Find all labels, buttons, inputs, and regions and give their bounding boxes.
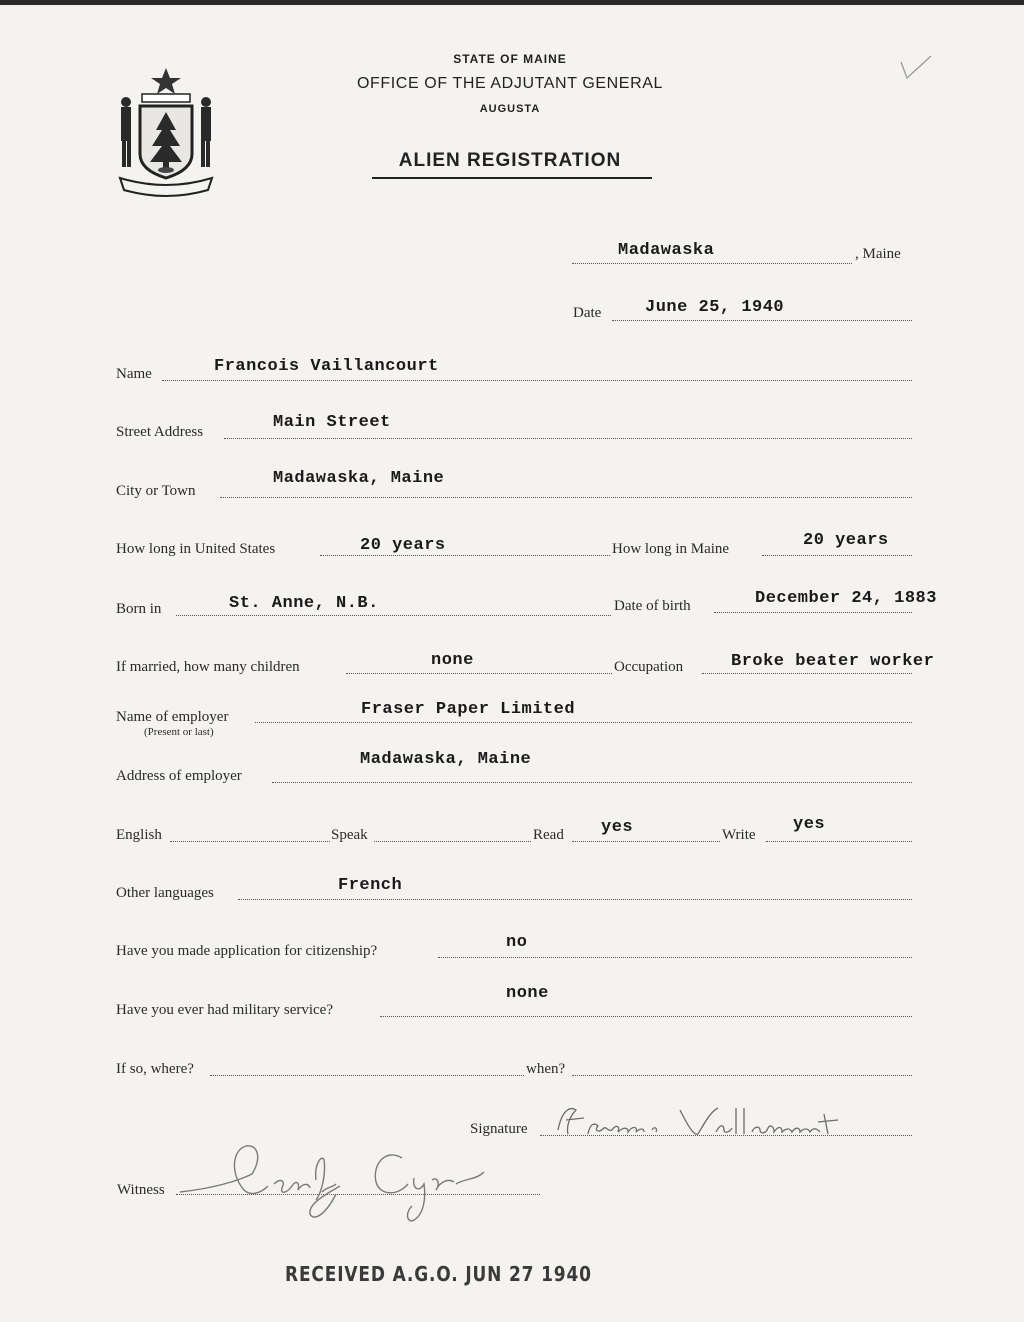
place-line — [572, 263, 852, 264]
city-label: City or Town — [116, 483, 196, 499]
military-label: Have you ever had military service? — [116, 1002, 333, 1018]
witness-signature-handwriting — [176, 1134, 496, 1226]
speak-line — [374, 841, 531, 842]
how-long-maine-line — [762, 555, 912, 556]
other-languages-line — [238, 899, 912, 900]
dob-line — [714, 612, 912, 613]
signature-handwriting — [548, 1100, 858, 1144]
where-label: If so, where? — [116, 1061, 194, 1077]
children-line — [346, 673, 612, 674]
employer-sublabel: (Present or last) — [144, 726, 214, 738]
where-line — [210, 1075, 524, 1076]
read-line — [572, 841, 720, 842]
name-label: Name — [116, 366, 152, 382]
street-label: Street Address — [116, 424, 204, 440]
check-mark-icon — [895, 52, 935, 82]
witness-label: Witness — [117, 1182, 165, 1198]
other-languages-value: French — [338, 876, 403, 895]
place-value: Madawaska — [618, 241, 715, 260]
occupation-value: Broke beater worker — [731, 652, 935, 671]
employer-address-line — [272, 782, 912, 783]
children-value: none — [431, 651, 474, 670]
english-line — [170, 841, 330, 842]
children-label: If married, how many children — [116, 659, 300, 675]
citizenship-label: Have you made application for citizenship? — [116, 943, 378, 959]
received-stamp: RECEIVED A.G.O. JUN 27 1940 — [285, 1262, 592, 1286]
born-in-label: Born in — [116, 601, 162, 617]
write-value: yes — [793, 815, 826, 834]
dob-label: Date of birth — [614, 598, 691, 614]
speak-label: Speak — [331, 827, 368, 843]
city-value: Madawaska, Maine — [273, 469, 445, 488]
street-line — [224, 438, 912, 439]
name-value: Francois Vaillancourt — [214, 357, 439, 376]
citizenship-line — [438, 957, 912, 958]
read-value: yes — [601, 818, 634, 837]
how-long-maine-value: 20 years — [803, 531, 889, 550]
when-line — [572, 1075, 912, 1076]
employer-value: Fraser Paper Limited — [361, 700, 576, 719]
read-label: Read — [533, 827, 564, 843]
citizenship-value: no — [506, 933, 528, 952]
employer-line — [255, 722, 912, 723]
write-line — [766, 841, 912, 842]
employer-address-value: Madawaska, Maine — [360, 750, 532, 769]
header-state: STATE OF MAINE — [453, 52, 567, 66]
when-label: when? — [526, 1061, 566, 1077]
english-label: English — [116, 827, 162, 843]
place-suffix: , Maine — [855, 246, 901, 262]
maine-state-seal-icon — [112, 66, 220, 198]
date-label: Date — [573, 305, 602, 321]
date-line — [612, 320, 912, 321]
write-label: Write — [722, 827, 756, 843]
title-underline — [372, 177, 652, 179]
how-long-us-line — [320, 555, 610, 556]
name-line — [162, 380, 912, 381]
born-in-value: St. Anne, N.B. — [229, 594, 379, 613]
form-title: ALIEN REGISTRATION — [398, 150, 622, 171]
how-long-us-value: 20 years — [360, 536, 446, 555]
signature-label: Signature — [470, 1121, 528, 1137]
born-in-line — [176, 615, 611, 616]
employer-address-label: Address of employer — [116, 768, 242, 784]
military-value: none — [506, 984, 549, 1003]
header-city: AUGUSTA — [479, 103, 541, 115]
employer-label: Name of employer — [116, 709, 229, 725]
scan-edge — [0, 0, 1024, 5]
city-line — [220, 497, 912, 498]
header-office: OFFICE OF THE ADJUTANT GENERAL — [356, 75, 664, 92]
how-long-us-label: How long in United States — [116, 541, 276, 557]
occupation-label: Occupation — [614, 659, 684, 675]
military-line — [380, 1016, 912, 1017]
occupation-line — [702, 673, 912, 674]
date-value: June 25, 1940 — [645, 298, 785, 317]
street-value: Main Street — [273, 413, 391, 432]
dob-value: December 24, 1883 — [755, 589, 937, 608]
how-long-maine-label: How long in Maine — [612, 541, 730, 557]
other-languages-label: Other languages — [116, 885, 214, 901]
